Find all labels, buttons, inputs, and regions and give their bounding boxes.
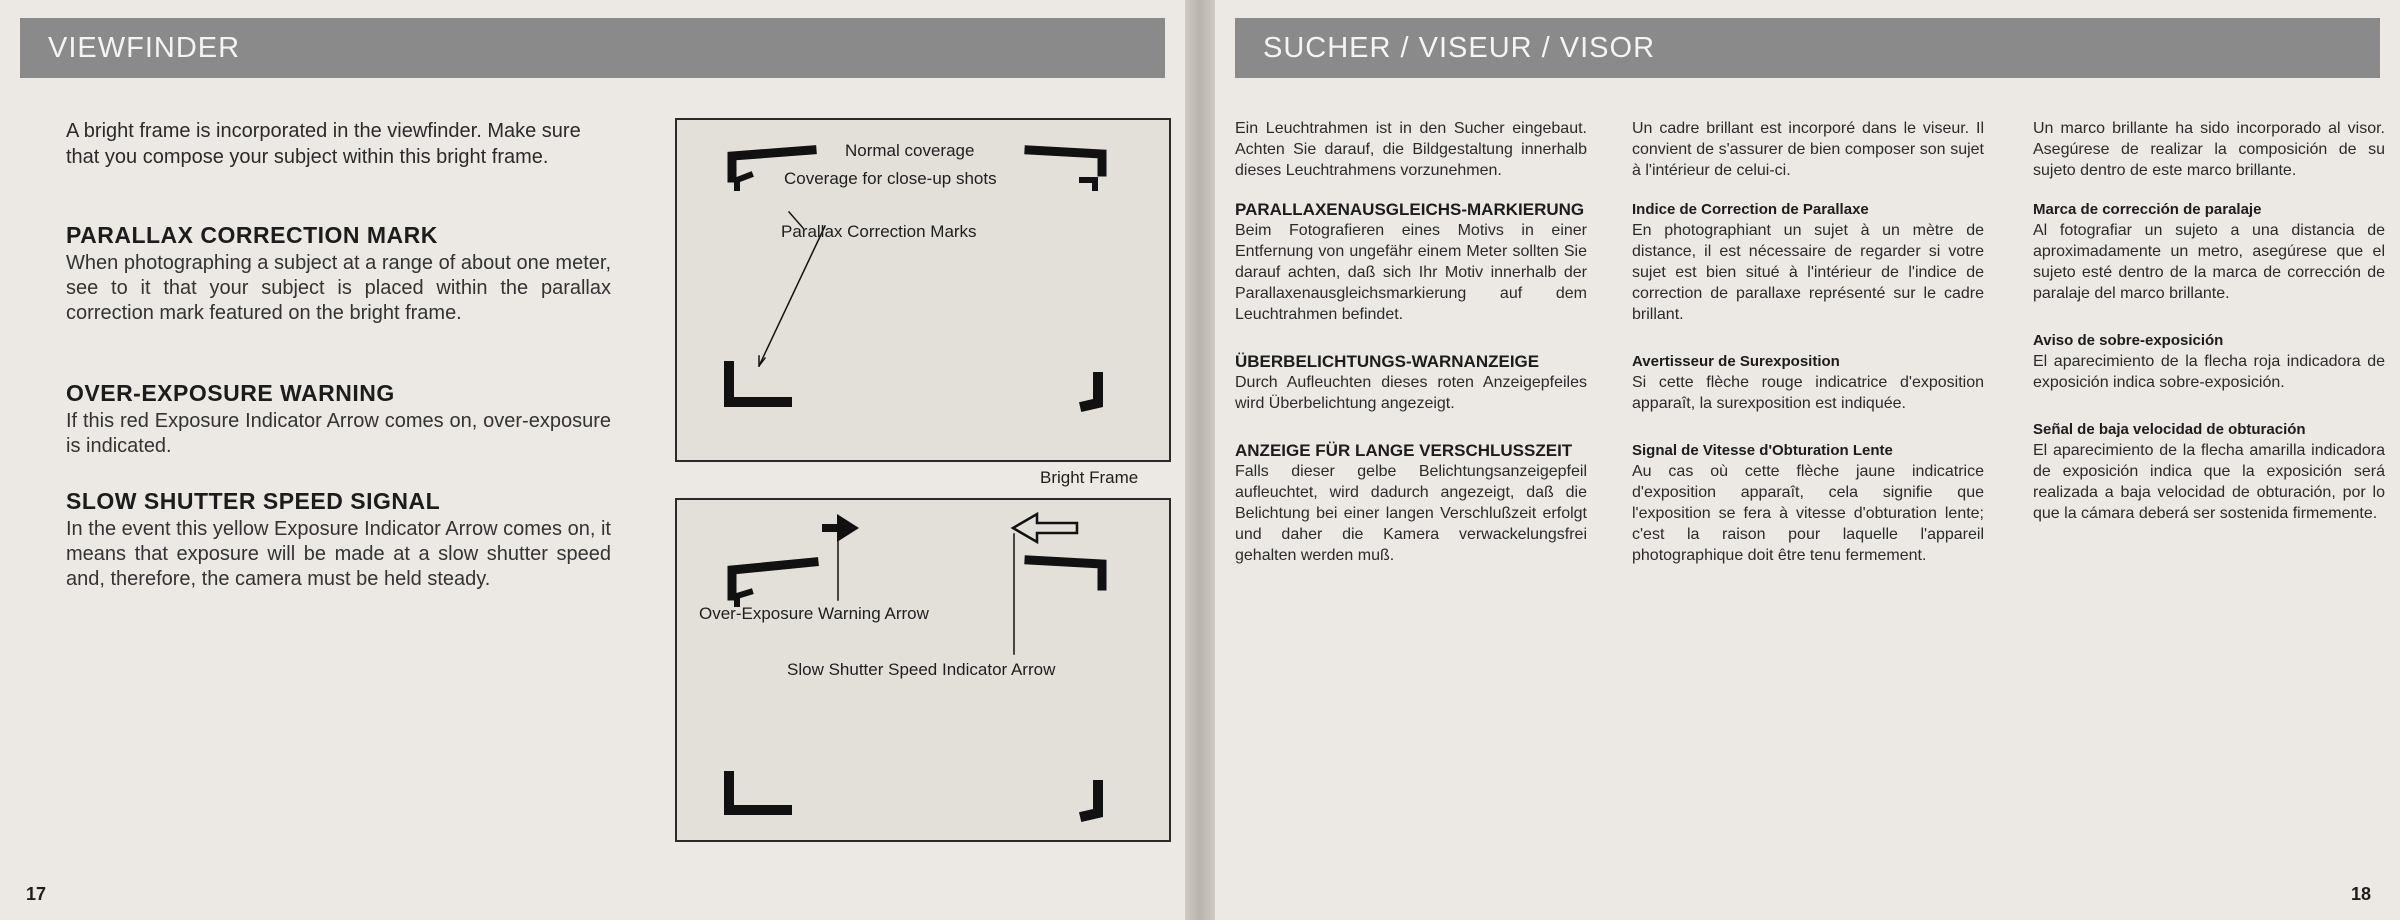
closeup-coverage-label: Coverage for close-up shots xyxy=(784,169,997,188)
section-body: Al fotografiar un sujeto a una distancia de aproximadamente un metro, asegúrese que el sujeto esté dentro de la marca de corrección de paralaje del marco brillante. xyxy=(2033,222,2385,302)
section-block xyxy=(1632,199,1984,325)
parallax-pointer-line xyxy=(759,226,825,366)
page-number: 18 xyxy=(2351,884,2372,904)
overexposure-arrow-icon xyxy=(822,514,859,542)
frame-corner-bottom-right xyxy=(1085,785,1098,816)
section-block xyxy=(1235,440,1587,566)
section-title: Avertisseur de Surexposition xyxy=(1632,353,1840,370)
section-overexposure xyxy=(66,380,611,459)
right-page xyxy=(1215,0,2400,920)
parallax-mark-bottom-left xyxy=(729,366,787,402)
slow-shutter-arrow-label: Slow Shutter Speed Indicator Arrow xyxy=(787,660,1056,679)
section-body: Falls dieser gelbe Belichtungsanzeigepfeil aufleuchtet, wird dadurch angezeigt, daß die Belichtung bei einer langen Verschlußzeit erfolgt und daher die Kamera verwackelungsfrei gehalten werden muß. xyxy=(1235,463,1587,564)
section-body: El aparecimiento de la flecha roja indicadora de exposición indica sobre-exposición. xyxy=(2033,353,2385,391)
section-title: ANZEIGE FÜR LANGE VERSCHLUSSZEIT xyxy=(1235,441,1573,460)
parallax-marks-label: Parallax Correction Marks xyxy=(781,222,977,241)
bright-frame-diagram xyxy=(675,118,1171,462)
bright-frame-label: Bright Frame xyxy=(1040,468,1139,487)
section-block xyxy=(1235,351,1587,414)
section-body: Au cas où cette flèche jaune indicatrice d'exposition apparaît, cela signifie que l'exposition se fera à vitesse d'obturation lente; c'est la raison pour laquelle l'appareil photographique doit être tenu fermement. xyxy=(1632,463,1984,564)
parallax-pointer-arrowhead xyxy=(759,356,765,366)
intro-text: A bright frame is incorporated in the viewfinder. Make sure that you compose your subject within this bright frame. xyxy=(66,120,581,168)
section-block xyxy=(2033,330,2385,393)
column-french xyxy=(1632,118,1984,592)
section-block xyxy=(1632,351,1984,414)
closeup-corner-top-right xyxy=(1082,180,1095,188)
section-parallax xyxy=(66,222,611,326)
section-body: Si cette flèche rouge indicatrice d'exposition apparaît, la surexposition est indiquée. xyxy=(1632,374,1984,412)
frame-corner-top-right xyxy=(1029,560,1102,586)
section-banner-sucher: SUCHER / VISEUR / VISOR xyxy=(1235,18,2380,78)
section-body: When photographing a subject at a range of about one meter, see to it that your subject is placed within the parallax correction mark featured on the bright frame. xyxy=(66,252,611,324)
section-body: Durch Aufleuchten dieses roten Anzeigepfeiles wird Überbelichtung angezeigt. xyxy=(1235,374,1587,412)
left-page xyxy=(0,0,1185,920)
section-title: Indice de Correction de Parallaxe xyxy=(1632,201,1869,218)
section-block xyxy=(1632,440,1984,566)
section-banner-viewfinder: VIEWFINDER xyxy=(20,18,1165,78)
intro-text: Ein Leuchtrahmen ist in den Sucher eingebaut. Achten Sie darauf, die Bildgestaltung innerhalb dieses Leuchtrahmens vorzunehmen. xyxy=(1235,120,1587,179)
page-number: 17 xyxy=(26,884,47,904)
section-body: En photographiant un sujet à un mètre de distance, il est nécessaire de regarder si votre sujet est bien situé à l'intérieur de l'indice de correction de parallaxe représenté sur le cadre brillant. xyxy=(1632,222,1984,323)
section-title: Aviso de sobre-exposición xyxy=(2033,332,2224,349)
column-spanish xyxy=(2033,118,2385,550)
normal-coverage-label: Normal coverage xyxy=(845,141,975,160)
section-title: PARALLAX CORRECTION MARK xyxy=(66,222,438,248)
section-title: OVER-EXPOSURE WARNING xyxy=(66,380,395,406)
parallax-mark-bottom-right xyxy=(1085,377,1098,406)
section-title: Signal de Vitesse d'Obturation Lente xyxy=(1632,442,1893,459)
frame-corner-bottom-left xyxy=(729,776,787,810)
book-gutter xyxy=(1185,0,1215,920)
closeup-corner-top-left xyxy=(737,592,750,604)
section-body: Beim Fotografieren eines Motivs in einer Entfernung von ungefähr einem Meter sollten Sie darauf achten, daß sich Ihr Motiv innerhalb der Parallaxenausgleichsmarkierung auf dem Leuchtrahmen befindet. xyxy=(1235,222,1587,323)
section-slow-shutter xyxy=(66,488,611,592)
section-body: El aparecimiento de la flecha amarilla indicadora de exposición indica que la exposición será realizada a baja velocidad de obturación, por lo que la cámara deberá ser sostenida firmemente. xyxy=(2033,442,2385,522)
closeup-corner-top-left xyxy=(737,175,750,188)
exposure-arrows-diagram xyxy=(675,498,1171,842)
intro-text: Un marco brillante ha sido incorporado al visor. Asegúrese de realizar la composición de su sujeto dentro de este marco brillante. xyxy=(2033,120,2385,179)
section-title: Marca de corrección de paralaje xyxy=(2033,201,2262,218)
column-german xyxy=(1235,118,1587,592)
section-title: Señal de baja velocidad de obturación xyxy=(2033,421,2306,438)
section-title: SLOW SHUTTER SPEED SIGNAL xyxy=(66,488,441,514)
intro-text: Un cadre brillant est incorporé dans le viseur. Il convient de s'assurer de bien composer son sujet à l'intérieur de celui-ci. xyxy=(1632,120,1984,179)
section-title: PARALLAXENAUSGLEICHS-MARKIERUNG xyxy=(1235,200,1585,219)
section-body: If this red Exposure Indicator Arrow comes on, over-exposure is indicated. xyxy=(66,410,611,457)
section-block xyxy=(2033,199,2385,304)
section-block xyxy=(1235,199,1587,325)
slow-shutter-arrow-icon xyxy=(1013,514,1077,542)
section-body: In the event this yellow Exposure Indicator Arrow comes on, it means that exposure will be made at a slow shutter speed and, therefore, the camera must be held steady. xyxy=(66,518,611,590)
overexposure-arrow-label: Over-Exposure Warning Arrow xyxy=(699,604,929,623)
frame-corner-top-right xyxy=(1029,150,1102,172)
section-title: ÜBERBELICHTUNGS-WARNANZEIGE xyxy=(1235,352,1540,371)
section-block xyxy=(2033,419,2385,524)
